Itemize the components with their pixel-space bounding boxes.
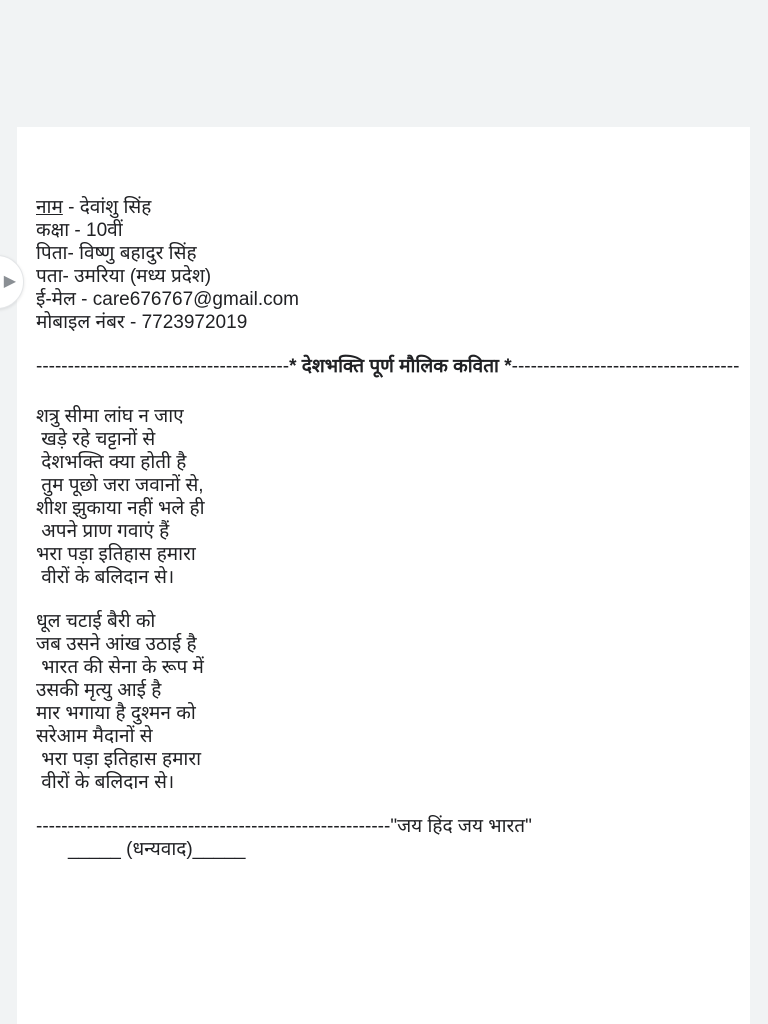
author-name-label: नाम (36, 197, 63, 218)
closing-slogan-line (36, 815, 736, 838)
chevron-right-icon: ▶ (3, 273, 16, 290)
poem-line: सरेआम मैदानों से (36, 726, 153, 747)
poem-line: शीश झुकाया नहीं भले ही (36, 498, 205, 519)
poem-line: देशभक्ति क्या होती है (36, 452, 187, 473)
poem-line: भारत की सेना के रूप में (36, 657, 204, 678)
closing-dashes: -------------------------------------------------------- (36, 816, 391, 837)
author-class-line: कक्षा - 10वीं (36, 220, 123, 241)
poem-line: वीरों के बलिदान से। (36, 772, 175, 793)
author-mobile-line: मोबाइल नंबर - 7723972019 (36, 312, 248, 333)
closing-slogan: "जय हिंद जय भारत" (390, 816, 532, 837)
poem-line: भरा पड़ा इतिहास हमारा (36, 749, 202, 770)
poem-stanza-1 (36, 405, 736, 589)
poem-line: अपने प्राण गवाएं हैं (36, 521, 170, 542)
poem-line: मार भगाया है दुश्मन को (36, 703, 196, 724)
title-left-dashes: ---------------------------------------- (36, 356, 290, 377)
poem-line: उसकी मृत्यु आई है (36, 680, 162, 701)
poem-stanza-2 (36, 610, 736, 794)
poem-line: तुम पूछो जरा जवानों से, (36, 475, 204, 496)
author-name-line (36, 196, 736, 219)
document-page (17, 127, 750, 1024)
author-father-line: पिता- विष्णु बहादुर सिंह (36, 243, 197, 264)
author-email-line: ई-मेल - care676767@gmail.com (36, 289, 300, 310)
title-right-dashes: ------------------------------------ (511, 356, 740, 377)
poem-title: * देशभक्ति पूर्ण मौलिक कविता * (289, 356, 512, 377)
document-content (36, 196, 740, 861)
poem-line: जब उसने आंख उठाई है (36, 634, 197, 655)
poem-line: शत्रु सीमा लांघ न जाए (36, 406, 184, 427)
poem-line: भरा पड़ा इतिहास हमारा (36, 544, 196, 565)
poem-line: धूल चटाई बैरी को (36, 611, 156, 632)
thanks-line: _____ (धन्यवाद)_____ (68, 839, 246, 860)
poem-line: खड़े रहे चट्टानों से (36, 429, 156, 450)
author-name-value: - देवांशु सिंह (62, 197, 152, 218)
author-address-line: पता- उमरिया (मध्य प्रदेश) (36, 266, 212, 287)
poem-title-divider (36, 355, 740, 378)
poem-line: वीरों के बलिदान से। (36, 567, 175, 588)
